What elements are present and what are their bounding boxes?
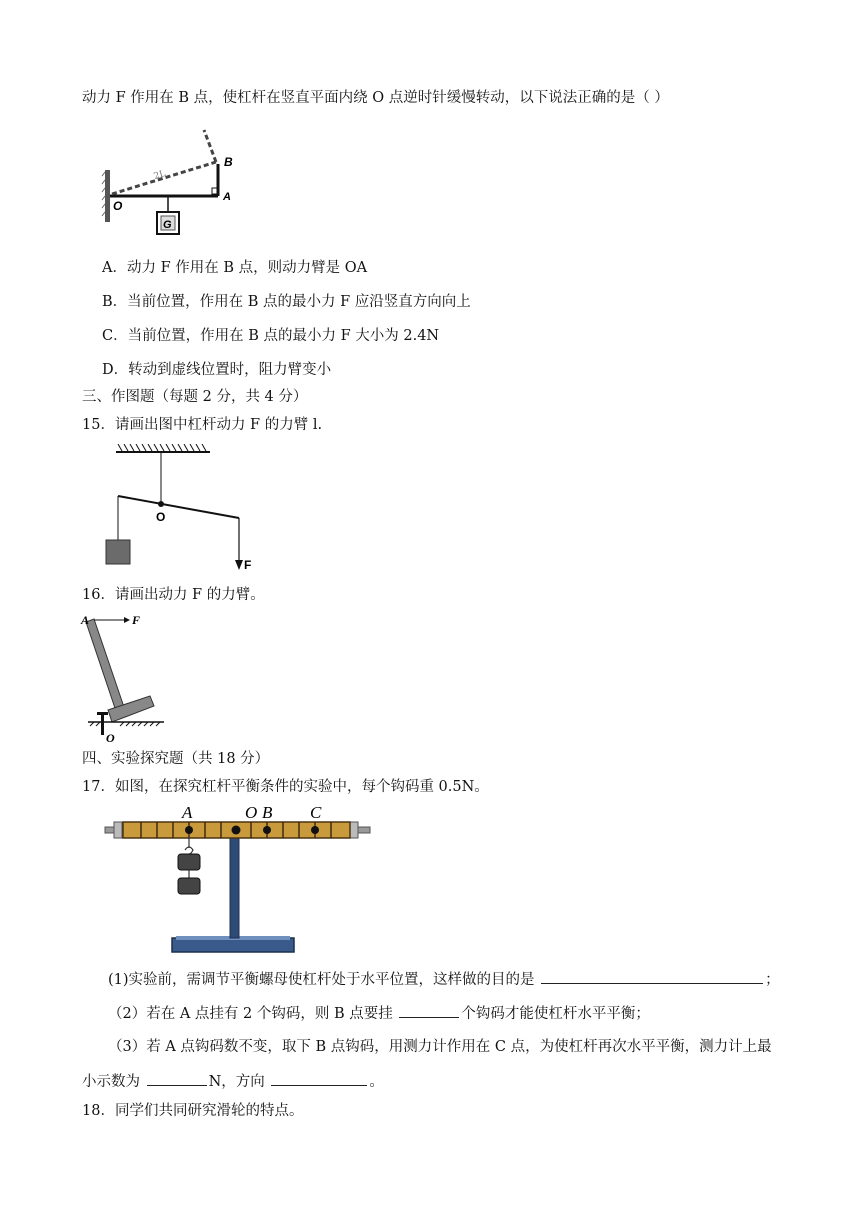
q17-part3-mid: N，方向: [208, 1074, 265, 1090]
q17-part3-text: 小示数为: [82, 1074, 140, 1090]
stand-post: [230, 826, 239, 938]
q18-text: 18．同学们共同研究滑轮的特点。: [82, 1103, 304, 1119]
label-A: A: [223, 191, 231, 203]
q17-part1-text: (1)实验前，需调节平衡螺母使杠杆处于水平位置，这样做的目的是: [108, 972, 535, 988]
hammer-handle: [86, 619, 125, 714]
q16-text: 16．请画出动力 F 的力臂。: [82, 587, 265, 603]
q17-part2-text: （2）若在 A 点挂有 2 个钩码，则 B 点要挂: [108, 1006, 393, 1022]
label-arm: 2L: [152, 168, 167, 182]
weight-2: [178, 878, 200, 894]
q17-part3-direction-blank[interactable]: [271, 1071, 367, 1086]
base: [172, 938, 294, 952]
dashed-rotated-upright: [204, 130, 216, 162]
pivot-dot: [158, 501, 164, 507]
label-O: O: [156, 510, 166, 524]
wall: [105, 170, 110, 222]
label-A: A: [81, 613, 90, 627]
q17-text: 17．如图，在探究杠杆平衡条件的实验中，每个钩码重 0.5N。: [82, 779, 489, 795]
label-F: F: [244, 558, 252, 572]
q17-part3-end: 。: [369, 1074, 384, 1090]
weight-block: [106, 540, 130, 564]
point-c: [311, 826, 319, 834]
q17-part2: [108, 1003, 650, 1024]
q17-lever-apparatus: [100, 800, 375, 962]
q14-lever-figure: [100, 126, 250, 242]
point-a: [185, 826, 193, 834]
label-B: B: [224, 155, 233, 169]
label-C: C: [310, 803, 322, 822]
q17-part1-answer-blank[interactable]: [541, 969, 763, 984]
q14-option-a: A．动力 F 作用在 B 点，则动力臂是 OA: [102, 260, 368, 276]
q17-part1: [108, 969, 780, 990]
label-O: O: [113, 199, 123, 213]
q15-lever-figure: [104, 444, 264, 572]
q17-part2-answer-blank[interactable]: [399, 1003, 459, 1018]
section-3-heading: 三、作图题（每题 2 分，共 4 分）: [82, 389, 308, 405]
label-G: G: [163, 219, 172, 231]
q14-stem: 动力 F 作用在 B 点，使杠杆在竖直平面内绕 O 点逆时针缓慢转动，以下说法正确的是（ ）: [82, 90, 669, 106]
section-4-heading: 四、实验探究题（共 18 分）: [82, 751, 270, 767]
q14-option-d: D．转动到虚线位置时，阻力臂变小: [102, 362, 332, 378]
q16-hammer-figure: [80, 610, 170, 744]
label-A: A: [182, 803, 193, 822]
nail: [101, 713, 104, 735]
nail-head: [97, 712, 108, 715]
label-F: F: [132, 613, 141, 627]
weight-1: [178, 854, 200, 870]
pivot-o: [232, 826, 241, 835]
label-B: B: [262, 803, 273, 822]
q17-part2-end: 个钩码才能使杠杆水平平衡；: [461, 1006, 650, 1022]
label-O: O: [245, 803, 258, 822]
q17-part1-end: ；: [765, 972, 780, 988]
force-arrowhead: [124, 617, 130, 623]
force-arrowhead: [235, 560, 243, 570]
lever-bar: [118, 496, 239, 518]
label-O: O: [106, 731, 115, 744]
q17-part3-line1: （3）若 A 点钩码数不变，取下 B 点钩码，用测力计作用在 C 点，为使杠杆再次水平平衡，测力计上最: [108, 1039, 772, 1055]
hook: [185, 847, 193, 854]
point-b: [263, 826, 271, 834]
q14-option-b: B．当前位置，作用在 B 点的最小力 F 应沿竖直方向向上: [102, 294, 471, 310]
q14-option-c: C．当前位置，作用在 B 点的最小力 F 大小为 2.4N: [102, 328, 440, 344]
q15-text: 15．请画出图中杠杆动力 F 的力臂 l.: [82, 417, 323, 433]
q17-part3-line2: [82, 1071, 384, 1092]
q17-part3-force-blank[interactable]: [147, 1071, 207, 1086]
